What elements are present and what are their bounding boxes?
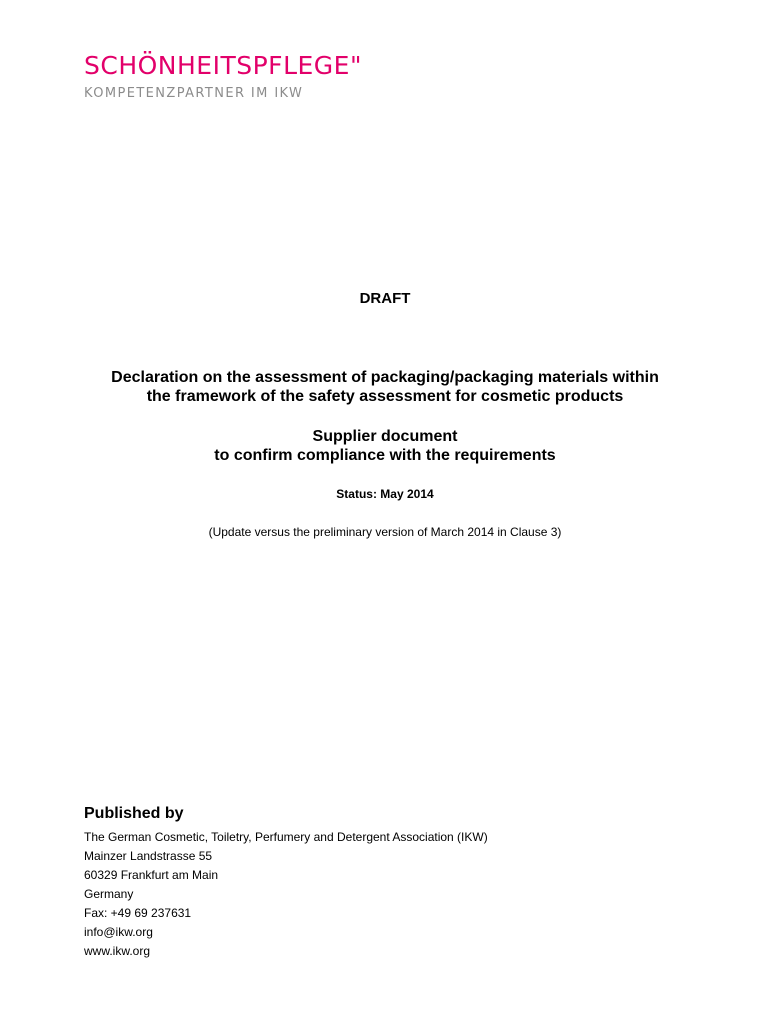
draft-label: DRAFT xyxy=(359,290,411,307)
publisher-fax: Fax: +49 69 237631 xyxy=(84,906,192,920)
publisher-heading: Published by xyxy=(84,805,184,822)
publisher-block xyxy=(84,804,488,961)
logo xyxy=(84,52,362,102)
publisher-email: info@ikw.org xyxy=(84,925,153,939)
document-status: Status: May 2014 xyxy=(336,487,434,501)
publisher-street: Mainzer Landstrasse 55 xyxy=(84,849,213,863)
publisher-organization: The German Cosmetic, Toiletry, Perfumery and Detergent Association (IKW) xyxy=(84,830,488,844)
update-note: (Update versus the preliminary version of March 2014 in Clause 3) xyxy=(208,525,562,539)
publisher-country: Germany xyxy=(84,887,134,901)
document-title-line: the framework of the safety assessment for cosmetic products xyxy=(146,388,624,405)
document-title xyxy=(0,368,770,406)
document-subtitle-line: to confirm compliance with the requirements xyxy=(214,447,556,464)
publisher-website: www.ikw.org xyxy=(84,944,151,958)
logo-tagline: KOMPETENZPARTNER IM IKW xyxy=(84,86,304,101)
publisher-city: 60329 Frankfurt am Main xyxy=(84,868,219,882)
document-title-line: Declaration on the assessment of packaging/packaging materials within xyxy=(111,369,659,386)
logo-wordmark: SCHÖNHEITSPFLEGE" xyxy=(84,51,362,80)
document-subtitle xyxy=(0,427,770,465)
document-subtitle-line: Supplier document xyxy=(312,428,458,445)
